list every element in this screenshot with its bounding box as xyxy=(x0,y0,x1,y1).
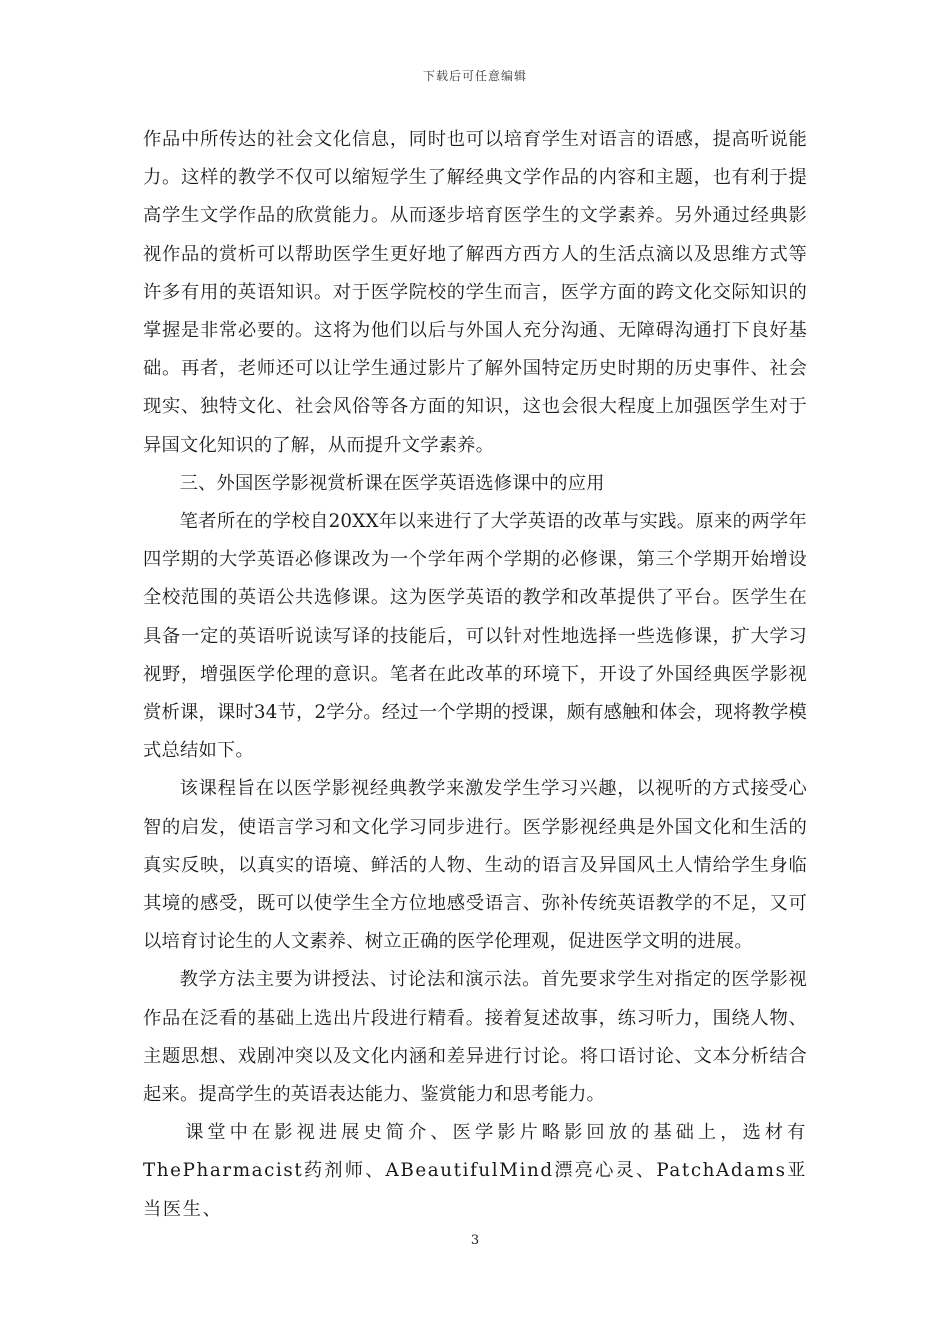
paragraph-teaching-methods: 教学方法主要为讲授法、讨论法和演示法。首先要求学生对指定的医学影视作品在泛看的基础上选出片段进行精看。接着复述故事，练习听力，围绕人物、主题思想、戏剧冲突以及文化内涵和差异进行讨论。将口语讨论、文本分析结合起来。提高学生的英语表达能力、鉴赏能力和思考能力。 xyxy=(143,969,807,1106)
paragraph-course-aims: 该课程旨在以医学影视经典教学来激发学生学习兴趣，以视听的方式接受心智的启发，使语言学习和文化学习同步进行。医学影视经典是外国文化和生活的真实反映，以真实的语境、鲜活的人物、生动的语言及异国风土人情给学生身临其境的感受，既可以使学生全方位地感受语言、弥补传统英语教学的不足，又可以培育讨论生的人文素养、树立正确的医学伦理观，促进医学文明的进展。 xyxy=(143,778,807,953)
section-heading: 三、外国医学影视赏析课在医学英语选修课中的应用 xyxy=(179,472,605,494)
paragraph-film-selection: 课堂中在影视进展史简介、医学影片略影回放的基础上，选材有ThePharmacist药剂师、ABeautifulMind漂亮心灵、PatchAdams亚当医生、 xyxy=(143,1122,807,1220)
paragraph-reform-background: 笔者所在的学校自20XX年以来进行了大学英语的改革与实践。原来的两学年四学期的大学英语必修课改为一个学年两个学期的必修课，第三个学期开始增设全校范围的英语公共选修课。这为医学英语的教学和改革提供了平台。医学生在具备一定的英语听说读写译的技能后，可以针对性地选择一些选修课，扩大学习视野，增强医学伦理的意识。笔者在此改革的环境下，开设了外国经典医学影视赏析课，课时34节，2学分。经过一个学期的授课，颇有感触和体会，现将教学模式总结如下。 xyxy=(143,511,807,762)
page-number: 3 xyxy=(470,1233,480,1248)
document-body xyxy=(143,121,807,1229)
page-header: 下载后可任意编辑 xyxy=(422,69,527,83)
paragraph-cultural-benefits: 作品中所传达的社会文化信息，同时也可以培育学生对语言的语感，提高听说能力。这样的教学不仅可以缩短学生了解经典文学作品的内容和主题，也有利于提高学生文学作品的欣赏能力。从而逐步培育医学生的文学素养。另外通过经典影视作品的赏析可以帮助医学生更好地了解西方西方人的生活点滴以及思维方式等许多有用的英语知识。对于医学院校的学生而言，医学方面的跨文化交际知识的掌握是非常必要的。这将为他们以后与外国人充分沟通、无障碍沟通打下良好基础。再者，老师还可以让学生通过影片了解外国特定历史时期的历史事件、社会现实、独特文化、社会风俗等各方面的知识，这也会很大程度上加强医学生对于异国文化知识的了解，从而提升文学素养。 xyxy=(143,129,807,456)
